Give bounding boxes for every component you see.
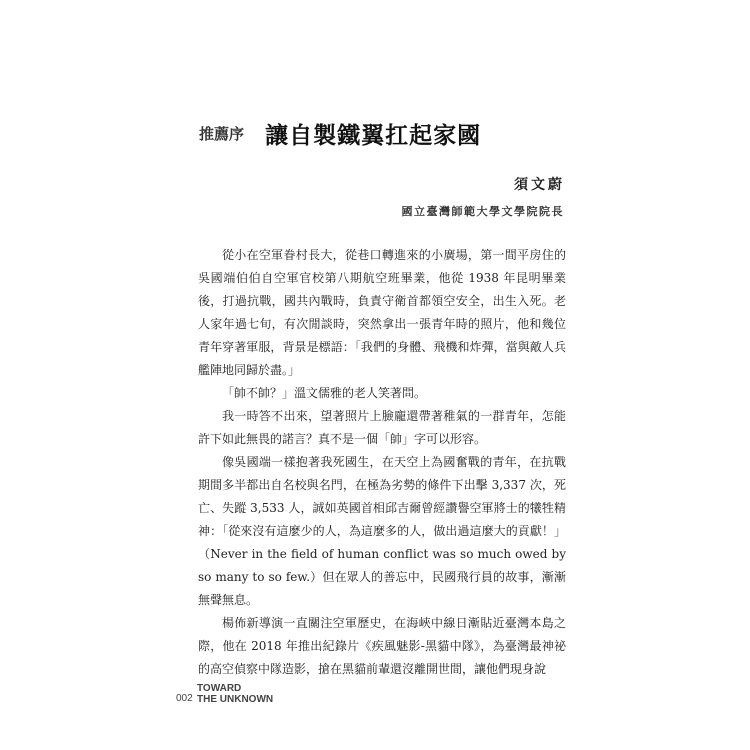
- author-affiliation: 國立臺灣師範大學文學院院長: [401, 205, 564, 218]
- paragraph: 楊佈新導演一直關注空軍歷史，在海峽中線日漸貼近臺灣本島之際，他在 2018 年推出紀錄片《疾風魅影-黑貓中隊》，為臺灣最神祕的高空偵察中隊造影，搶在黑貓前輩還沒離開世間，讓他們現身說: [198, 616, 566, 676]
- paragraph: 像吳國端一樣抱著我死國生，在天空上為國奮戰的青年，在抗戰期間多半都出自名校與名門，在極為劣勢的條件下出擊 3,337 次，死亡、失蹤 3,533 人，誠如英國首相邱吉爾曾經讚譽空軍將士的犧牲精神：「從來沒有這麼少的人，為這麼多的人，做出過這麼大的貢獻！」（Never in the field of human conflict was so much owed by so many to so few.）但在眾人的善忘中，民國飛行員的故事，漸漸無聲無息。: [198, 455, 566, 607]
- paragraph: 從小在空軍眷村長大，從巷口轉進來的小廣場，第一間平房住的吳國端伯伯自空軍官校第八期航空班畢業，他從 1938 年昆明畢業後，打過抗戰，國共內戰時，負責守衛首都領空安全，出生入死。老人家年過七旬，有次閒談時，突然拿出一張青年時的照片，他和幾位青年穿著軍服，背景是標語：「我們的身體、飛機和炸彈，當與敵人兵艦陣地同歸於盡。」: [198, 248, 566, 377]
- running-head: [197, 683, 273, 705]
- running-head-line: TOWARD: [197, 683, 242, 694]
- paragraph: 我一時答不出來，望著照片上臉龐還帶著稚氣的一群青年，怎能許下如此無畏的諾言？真不是一個「帥」字可以形容。: [198, 409, 566, 446]
- body-text: [198, 244, 566, 681]
- running-head-line: THE UNKNOWN: [197, 694, 274, 705]
- page-title: 讓自製鐵翼扛起家國: [265, 122, 482, 149]
- page-number: 002: [176, 693, 193, 704]
- paragraph: 「帥不帥？」溫文儒雅的老人笑著問。: [222, 386, 427, 400]
- section-label: 推薦序: [199, 125, 245, 143]
- title-block: [199, 117, 481, 150]
- author-name: 須文蔚: [514, 177, 565, 193]
